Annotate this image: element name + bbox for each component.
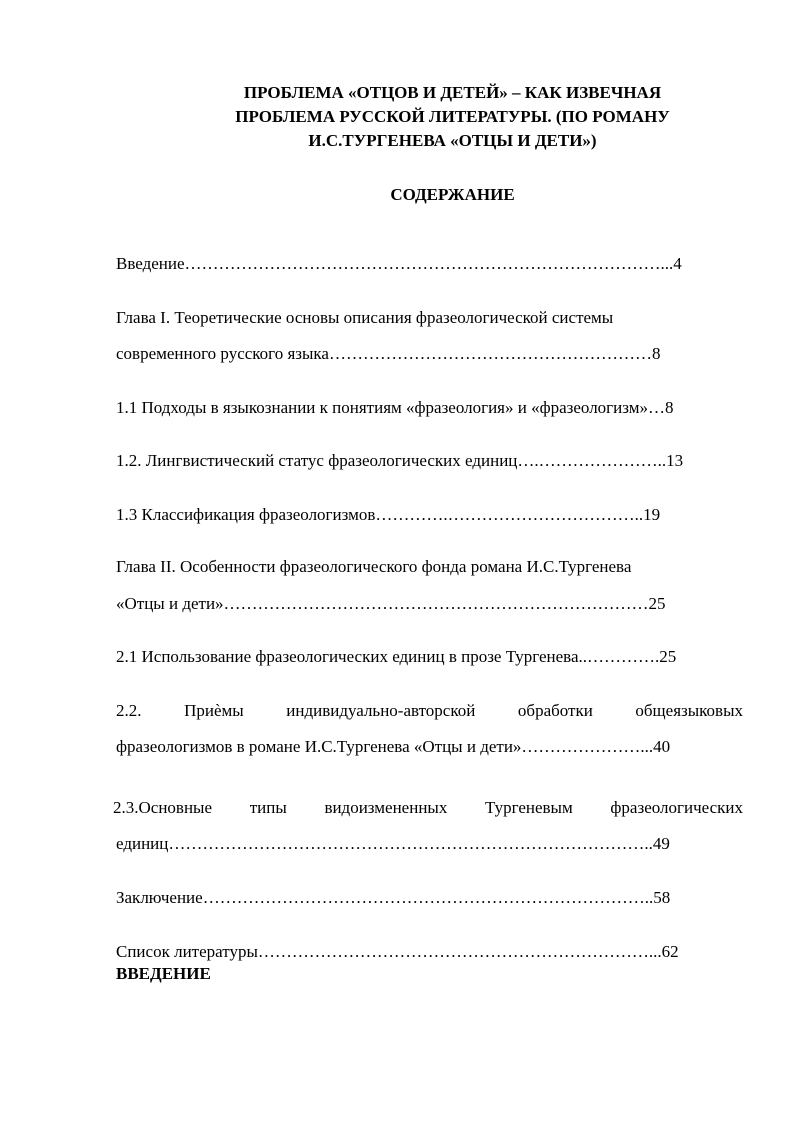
toc-heading: СОДЕРЖАНИЕ bbox=[390, 185, 515, 204]
toc-word: Тургеневым bbox=[485, 798, 573, 817]
toc-entry-introduction: Введение…………………………………………………………………………...4 bbox=[116, 254, 682, 273]
toc-word: 2.3.Основные bbox=[113, 798, 213, 817]
toc-entry-chapter-2-line-2: «Отцы и дети»…………………………………………………………………25 bbox=[116, 594, 666, 613]
toc-word: индивидуально-авторской bbox=[286, 701, 476, 720]
toc-entry-section-1-2: 1.2. Лингвистический статус фразеологических единиц….…………………..13 bbox=[116, 451, 684, 470]
toc-word: типы bbox=[249, 798, 287, 817]
toc-word: фразеологических bbox=[610, 798, 743, 817]
toc-entry-section-2-2-line-2: фразеологизмов в романе И.С.Тургенева «Отцы и дети»…………………...40 bbox=[116, 737, 671, 756]
toc-word: Приѐмы bbox=[184, 701, 244, 720]
toc-word: обработки bbox=[517, 701, 593, 720]
document-title-line-1: ПРОБЛЕМА «ОТЦОВ И ДЕТЕЙ» – КАК ИЗВЕЧНАЯ bbox=[243, 83, 662, 102]
toc-entry-section-2-3-line-1 bbox=[113, 796, 743, 820]
toc-entry-section-1-1: 1.1 Подходы в языкознании к понятиям «фразеология» и «фразеологизм»…8 bbox=[116, 398, 674, 417]
toc-word: общеязыковых bbox=[635, 701, 743, 720]
toc-entry-chapter-2-line-1: Глава II. Особенности фразеологического фонда романа И.С.Тургенева bbox=[116, 557, 632, 576]
toc-entry-chapter-1-line-1: Глава I. Теоретические основы описания фразеологической системы bbox=[116, 308, 614, 327]
introduction-heading: ВВЕДЕНИЕ bbox=[116, 964, 211, 983]
toc-word: видоизмененных bbox=[324, 798, 448, 817]
document-title-line-3: И.С.ТУРГЕНЕВА «ОТЦЫ И ДЕТИ») bbox=[308, 131, 597, 150]
toc-entry-section-2-2-line-1 bbox=[116, 699, 743, 723]
toc-entry-chapter-1-line-2: современного русского языка…………………………………………………8 bbox=[116, 344, 661, 363]
document-title-line-2: ПРОБЛЕМА РУССКОЙ ЛИТЕРАТУРЫ. (ПО РОМАНУ bbox=[235, 107, 670, 126]
toc-entry-bibliography: Список литературы……………………………………………………………...62 bbox=[116, 942, 679, 961]
toc-entry-section-2-3-line-2: единиц…………………………………………………………………………..49 bbox=[116, 834, 670, 853]
toc-word: 2.2. bbox=[116, 701, 142, 720]
toc-entry-conclusion: Заключение……………………………………………………………………..58 bbox=[116, 888, 671, 907]
toc-entry-section-2-1: 2.1 Использование фразеологических единиц в прозе Тургенева..………….25 bbox=[116, 647, 677, 666]
toc-entry-section-1-3: 1.3 Классификация фразеологизмов………….……………………………..19 bbox=[116, 505, 661, 524]
document-title bbox=[150, 81, 755, 153]
